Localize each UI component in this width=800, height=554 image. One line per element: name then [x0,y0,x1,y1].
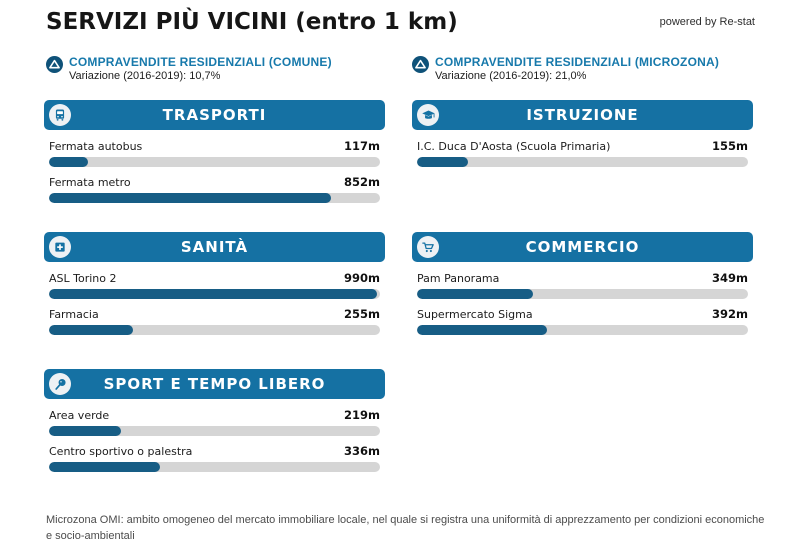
section-items [44,408,385,472]
stat-variation: Variazione (2016-2019): 21,0% [435,70,587,82]
service-label: Centro sportivo o palestra [49,445,193,458]
service-row [49,175,380,203]
distance-bar-fill [49,462,160,472]
distance-bar-track [49,193,380,203]
racket-icon [49,373,71,395]
service-distance: 219m [344,408,380,422]
service-row [417,307,748,335]
service-label: Area verde [49,409,110,422]
delta-icon [46,56,63,73]
stat-label: COMPRAVENDITE RESIDENZIALI (MICROZONA) [435,55,720,69]
distance-bar-track [417,289,748,299]
distance-bar-track [49,325,380,335]
section-title: TRASPORTI [162,106,267,124]
section-header [44,369,385,399]
section-title: ISTRUZIONE [526,106,639,124]
stat-label: COMPRAVENDITE RESIDENZIALI (COMUNE) [69,55,332,69]
stat-block [412,55,719,82]
service-distance: 392m [712,307,748,321]
service-label: Supermercato Sigma [417,308,533,321]
page-title: SERVIZI PIÙ VICINI (entro 1 km) [46,9,458,35]
distance-bar-fill [417,325,547,335]
section-header [44,232,385,262]
section-title: SPORT E TEMPO LIBERO [103,375,326,393]
service-row [49,307,380,335]
section-sanita [44,232,385,335]
service-row [49,139,380,167]
shopping-cart-icon [417,236,439,258]
service-label: ASL Torino 2 [49,272,117,285]
distance-bar-track [417,157,748,167]
distance-bar-track [417,325,748,335]
section-trasporti [44,100,385,203]
service-distance: 349m [712,271,748,285]
distance-bar-fill [49,325,133,335]
service-row [49,271,380,299]
section-items [44,271,385,335]
section-title: SANITÀ [180,238,249,256]
distance-bar-fill [49,193,331,203]
distance-bar-fill [417,289,533,299]
service-label: I.C. Duca D'Aosta (Scuola Primaria) [417,140,611,153]
section-commercio [412,232,753,335]
graduation-cap-icon [417,104,439,126]
bus-icon [49,104,71,126]
distance-bar-fill [49,157,88,167]
section-items [412,271,753,335]
stat-variation: Variazione (2016-2019): 10,7% [69,70,221,82]
service-label: Fermata autobus [49,140,143,153]
section-istruzione [412,100,753,167]
section-header [412,232,753,262]
distance-bar-track [49,426,380,436]
section-header [44,100,385,130]
distance-bar-fill [417,157,468,167]
service-distance: 255m [344,307,380,321]
stat-block [46,55,332,82]
service-row [417,271,748,299]
section-sport-e-tempo-libero [44,369,385,472]
section-items [412,139,753,167]
service-label: Fermata metro [49,176,131,189]
distance-bar-track [49,157,380,167]
section-header [412,100,753,130]
distance-bar-track [49,289,380,299]
service-distance: 336m [344,444,380,458]
footer-note: Microzona OMI: ambito omogeneo del mercato immobiliare locale, nel quale si registra una uniformità di apprezzamento per condizioni economiche e socio-ambientali [46,514,765,542]
service-distance: 852m [344,175,380,189]
delta-icon [412,56,429,73]
service-row [417,139,748,167]
service-row [49,408,380,436]
distance-bar-fill [49,289,377,299]
distance-bar-fill [49,426,121,436]
service-distance: 990m [344,271,380,285]
service-label: Pam Panorama [417,272,500,285]
hospital-icon [49,236,71,258]
section-title: COMMERCIO [525,238,640,256]
service-label: Farmacia [49,308,99,321]
powered-by-label: powered by Re-stat [659,16,755,28]
distance-bar-track [49,462,380,472]
service-distance: 117m [344,139,380,153]
service-row [49,444,380,472]
section-items [44,139,385,203]
service-distance: 155m [712,139,748,153]
